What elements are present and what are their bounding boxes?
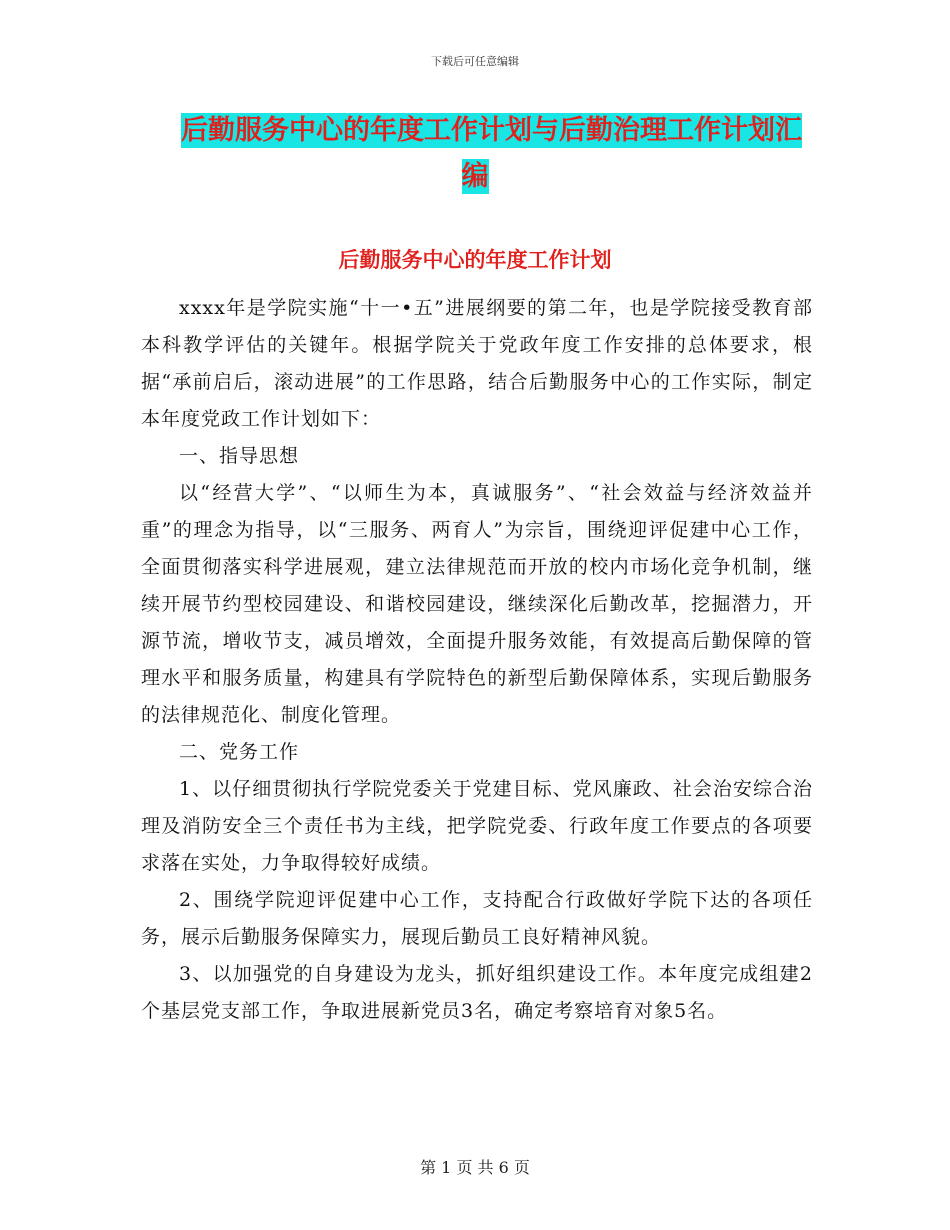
document-title-line1 xyxy=(181,108,802,154)
page-indicator: 第 1 页 共 6 页 xyxy=(420,1158,530,1177)
paragraph-intro: xxxx年是学院实施“十一•五”进展纲要的第二年，也是学院接受教育部本科教学评估的关键年。根据学院关于党政年度工作安排的总体要求，根据“承前启后，滚动进展”的工作思路，结合后勤服务中心的工作实际，制定本年度党政工作计划如下： xyxy=(141,297,813,430)
title-highlight: 后勤服务中心的年度工作计划与后勤治理工作计划汇 xyxy=(181,115,802,146)
paragraph-item-1: 1、以仔细贯彻执行学院党委关于党建目标、党风廉政、社会治安综合治理及消防安全三个责任书为主线，把学院党委、行政年度工作要点的各项要求落在实处，力争取得较好成绩。 xyxy=(141,778,813,874)
title-highlight: 编 xyxy=(461,161,489,192)
document-body xyxy=(141,290,813,1030)
section-title: 后勤服务中心的年度工作计划 xyxy=(338,248,612,272)
heading-guiding-ideology: 一、指导思想 xyxy=(179,445,300,467)
heading-party-work: 二、党务工作 xyxy=(179,741,300,763)
paragraph-guiding-ideology: 以“经营大学”、“以师生为本，真诚服务”、“社会效益与经济效益并重”的理念为指导，以“三服务、两育人”为宗旨，围绕迎评促建中心工作，全面贯彻落实科学进展观，建立法律规范而开放的校内市场化竞争机制，继续开展节约型校园建设、和谐校园建设，继续深化后勤改革，挖掘潜力，开源节流，增收节支，减员增效，全面提升服务效能，有效提高后勤保障的管理水平和服务质量，构建具有学院特色的新型后勤保障体系，实现后勤服务的法律规范化、制度化管理。 xyxy=(141,482,813,726)
document-title-line2 xyxy=(140,154,810,200)
paragraph-item-2: 2、围绕学院迎评促建中心工作，支持配合行政做好学院下达的各项任务，展示后勤服务保障实力，展现后勤员工良好精神风貌。 xyxy=(141,889,813,948)
header-note: 下载后可任意编辑 xyxy=(431,55,519,68)
paragraph-item-3: 3、以加强党的自身建设为龙头，抓好组织建设工作。本年度完成组建2个基层党支部工作，争取进展新党员3名，确定考察培育对象5名。 xyxy=(141,963,813,1022)
